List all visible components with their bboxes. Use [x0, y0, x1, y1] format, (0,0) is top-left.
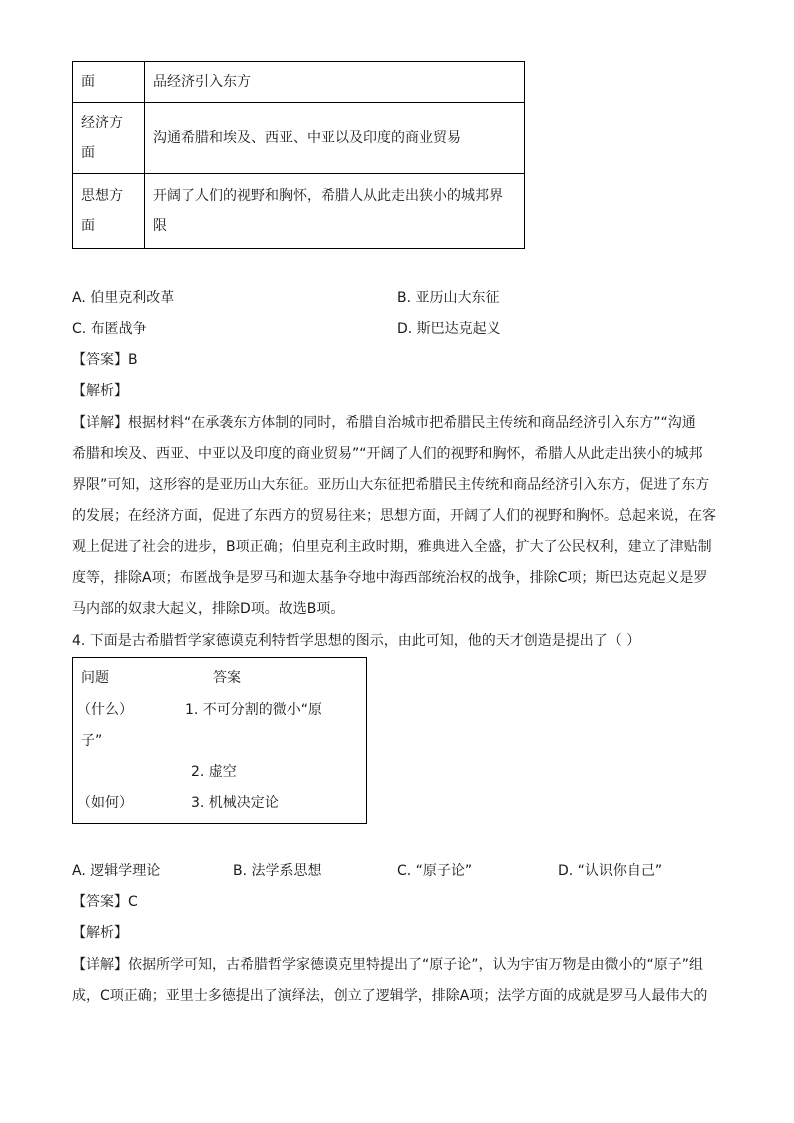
answer-value: B — [128, 352, 138, 368]
q3-option-c: C. 布匿战争 — [72, 321, 147, 337]
q3-analysis-tag: 【解析】 — [72, 383, 128, 399]
q4-option-b: B. 法学系思想 — [233, 863, 322, 879]
detail-line: 观上促进了社会的进步，B项正确；伯里克利主政时期，雅典进入全盛，扩大了公民权利，建立了津贴制 — [72, 539, 712, 555]
q4-detail — [72, 950, 722, 1012]
table-cell-content: 开阔了人们的视野和胸怀，希腊人从此走出狭小的城邦界限 — [145, 174, 525, 249]
diagram-answer-2: 2. 虚空 — [191, 764, 237, 780]
diagram-header-question: 问题 — [81, 670, 109, 686]
detail-line: 度等，排除A项；布匿战争是罗马和迦太基争夺地中海西部统治权的战争，排除C项；斯巴达克起义是罗 — [72, 570, 708, 586]
table-row — [73, 174, 525, 249]
q4-option-d: D. “认识你自己” — [558, 863, 663, 879]
detail-line: 【详解】根据材料“在承袭东方体制的同时，希腊自治城市把希腊民主传统和商品经济引入东方”“沟通 — [72, 415, 696, 431]
q3-answer-line — [72, 350, 138, 370]
detail-line: 【详解】依据所学可知，古希腊哲学家德谟克里特提出了“原子论”，认为宇宙万物是由微小的“原子”组 — [72, 957, 704, 973]
table-cell-aspect: 思想方面 — [73, 174, 145, 249]
detail-tag: 【详解】 — [72, 415, 128, 431]
q4-analysis-tag: 【解析】 — [72, 925, 128, 941]
q3-option-a: A. 伯里克利改革 — [72, 290, 175, 306]
table-row — [73, 62, 525, 103]
diagram-answer-1-cont: 子” — [81, 733, 103, 749]
detail-tag: 【详解】 — [72, 957, 128, 973]
detail-line: 界限”可知，这形容的是亚历山大东征。亚历山大东征把希腊民主传统和商品经济引入东方，促进了东方 — [72, 477, 710, 493]
answer-value: C — [128, 894, 138, 910]
diagram-answer-1: 1. 不可分割的微小“原 — [185, 702, 323, 718]
diagram-what: （什么） — [77, 702, 133, 718]
q3-option-b: B. 亚历山大东征 — [397, 290, 500, 306]
table-cell-content: 沟通希腊和埃及、西亚、中亚以及印度的商业贸易 — [145, 103, 525, 174]
q4-option-a: A. 逻辑学理论 — [72, 863, 161, 879]
q3-option-d: D. 斯巴达克起义 — [397, 321, 501, 337]
detail-line: 的发展；在经济方面，促进了东西方的贸易往来；思想方面，开阔了人们的视野和胸怀。总起来说，在客 — [72, 508, 716, 524]
q4-option-c: C. “原子论” — [397, 863, 473, 879]
table-row — [73, 103, 525, 174]
detail-line: 马内部的奴隶大起义，排除D项。故选B项。 — [72, 601, 345, 617]
detail-line: 希腊和埃及、西亚、中亚以及印度的商业贸易”“开阔了人们的视野和胸怀，希腊人从此走出狭小的城邦 — [72, 446, 703, 462]
table-cell-aspect: 经济方面 — [73, 103, 145, 174]
table-cell-aspect: 面 — [73, 62, 145, 103]
diagram-how: （如何） — [77, 795, 133, 811]
answer-tag: 【答案】 — [72, 352, 128, 368]
q4-answer-line — [72, 892, 138, 912]
diagram-header-answer: 答案 — [213, 670, 241, 686]
table-cell-content: 品经济引入东方 — [145, 62, 525, 103]
detail-line: 成，C项正确；亚里士多德提出了演绎法，创立了逻辑学，排除A项；法学方面的成就是罗马人最伟大的 — [72, 988, 708, 1004]
q4-stem: 4. 下面是古希腊哲学家德谟克利特哲学思想的图示，由此可知，他的天才创造是提出了（ ） — [72, 633, 641, 649]
answer-tag: 【答案】 — [72, 894, 128, 910]
diagram-answer-3: 3. 机械决定论 — [191, 795, 279, 811]
material-table — [72, 61, 525, 249]
q3-detail — [72, 408, 722, 625]
philosophy-diagram — [72, 657, 367, 824]
